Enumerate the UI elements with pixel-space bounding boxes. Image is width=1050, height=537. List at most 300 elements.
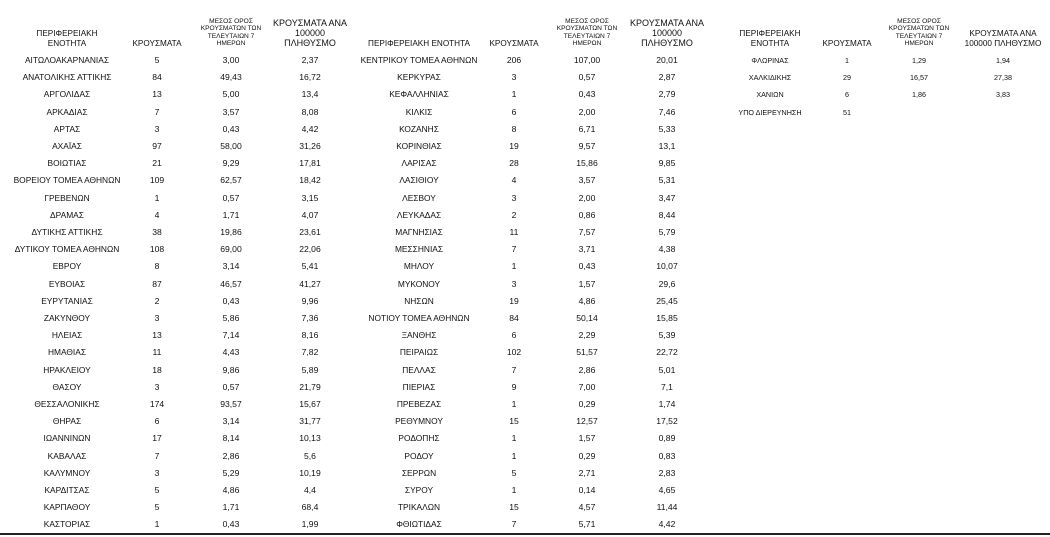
region-name: ΡΟΔΟΥ [404,450,434,461]
avg-value: 93,57 [220,399,242,409]
avg-value: 6,71 [578,123,596,134]
table2-header [352,0,722,52]
avg-value: 0,43 [222,519,240,530]
region-name: ΚΟΡΙΝΘΙΑΣ [396,141,442,151]
cases-value: 1 [511,450,517,461]
per100k-value: 3,83 [996,90,1010,100]
table-row [0,310,350,327]
avg-value: 2,00 [578,192,596,203]
avg-value: 5,86 [222,313,240,323]
cases-value: 108 [149,244,165,255]
cases-value: 97 [152,141,162,151]
avg-value: 19,86 [220,227,242,237]
per100k-value: 7,1 [661,381,673,392]
region-name: ΗΡΑΚΛΕΙΟΥ [43,364,91,375]
table-row [352,310,722,327]
table-row [352,241,722,258]
per100k-value: 10,13 [299,433,321,444]
per100k-value: 1,99 [301,519,319,530]
per100k-value: 9,96 [301,295,319,306]
cases-value: 1 [511,261,517,272]
cases-value: 3 [154,123,160,134]
cases-value: 17 [152,433,162,444]
per100k-value: 4,38 [658,244,676,255]
cases-value: 102 [506,347,522,358]
per100k-value: 5,01 [658,364,676,375]
avg-value: 0,57 [222,192,240,203]
table-row [352,224,722,241]
table-row [0,448,350,465]
table-row [352,499,722,516]
per100k-value: 7,46 [658,106,676,117]
per100k-value: 23,61 [299,227,321,237]
per100k-value: 31,26 [299,141,321,151]
region-name: ΜΕΣΣΗΝΙΑΣ [394,244,444,255]
avg-value: 7,57 [578,227,596,237]
region-name: ΛΕΣΒΟΥ [402,192,436,203]
region-name: ΛΕΥΚΑΔΑΣ [396,209,442,220]
cases-value: 18 [152,364,162,375]
cases-value: 13 [152,330,162,341]
header-region: ΠΕΡΙΦΕΡΕΙΑΚΗ ΕΝΟΤΗΤΑ [368,38,470,48]
per100k-value: 16,72 [299,72,321,83]
per100k-value: 3,47 [658,192,676,203]
region-name: ΚΕΦΑΛΛΗΝΙΑΣ [389,89,449,100]
per100k-value: 22,06 [299,244,321,255]
cases-value: 1 [511,433,517,444]
avg-value: 0,43 [222,123,240,134]
cases-value: 4 [154,209,160,220]
region-name: ΜΗΛΟΥ [403,261,435,272]
cases-value: 2 [511,209,517,220]
avg-value: 3,00 [222,55,240,65]
per100k-value [958,104,1048,121]
header-avg: ΜΕΣΟΣ ΟΡΟΣ ΚΡΟΥΣΜΑΤΩΝ ΤΩΝ ΤΕΛΕΥΤΑΙΩΝ 7 ΗΜΕΡΩΝ [888,17,950,48]
avg-value: 4,43 [222,347,240,358]
avg-value: 2,29 [578,330,596,341]
table-row [0,430,350,447]
cases-value: 11 [152,347,162,358]
region-name: ΚΑΒΑΛΑΣ [47,450,87,461]
cases-value: 5 [154,502,160,513]
cases-value: 109 [149,175,165,186]
per100k-value: 9,85 [658,158,676,169]
avg-value: 69,00 [220,244,242,255]
region-name: ΒΟΡΕΙΟΥ ΤΟΜΕΑ ΑΘΗΝΩΝ [13,175,121,186]
region-name: ΔΡΑΜΑΣ [50,209,84,220]
per100k-value: 15,85 [656,313,678,323]
per100k-value: 0,83 [658,450,676,461]
per100k-value: 17,52 [656,416,678,427]
region-name: ΘΑΣΟΥ [52,381,82,392]
cases-value: 9 [511,381,517,392]
table-row [0,172,350,189]
region-name: ΒΟΙΩΤΙΑΣ [47,158,87,169]
per100k-value: 1,94 [996,56,1010,65]
avg-value: 62,57 [220,175,242,186]
cases-value: 1 [511,399,517,409]
region-name: ΚΕΝΤΡΙΚΟΥ ΤΟΜΕΑ ΑΘΗΝΩΝ [360,55,478,65]
table-row [352,379,722,396]
region-name: ΚΕΡΚΥΡΑΣ [397,72,441,83]
avg-value: 2,86 [578,364,596,375]
cases-value: 2 [154,295,160,306]
cases-value: 1 [154,519,160,530]
table-row [0,396,350,413]
avg-value: 1,57 [578,433,596,444]
bottom-divider [0,533,1050,535]
table-row [352,190,722,207]
cases-value: 19 [509,141,519,151]
cases-value: 15 [509,502,519,513]
region-name: ΓΡΕΒΕΝΩΝ [44,192,90,203]
table-row [352,104,722,121]
table-row [0,482,350,499]
cases-value: 84 [509,313,519,323]
cases-value: 7 [511,364,517,375]
region-name: ΙΩΑΝΝΙΝΩΝ [43,433,91,444]
region-name: ΗΛΕΙΑΣ [51,330,83,341]
table-row [0,516,350,533]
cases-value: 5 [154,55,160,65]
cases-value: 13 [152,89,162,100]
per100k-value: 11,44 [656,502,678,513]
cases-value: 7 [154,106,160,117]
avg-value: 49,43 [220,72,242,83]
per100k-value: 10,19 [299,467,321,478]
region-name: ΑΙΤΩΛΟΑΚΑΡΝΑΝΙΑΣ [24,55,110,65]
per100k-value: 4,42 [658,519,676,530]
table-row [0,413,350,430]
avg-value: 1,71 [222,209,240,220]
cases-value: 4 [511,175,517,186]
per100k-value: 5,33 [658,123,676,134]
avg-value: 3,14 [222,261,240,272]
avg-value: 2,86 [222,450,240,461]
cases-value: 21 [152,158,162,169]
cases-value: 6 [511,106,517,117]
per100k-value: 4,07 [301,209,319,220]
per100k-value: 4,4 [304,485,316,495]
avg-value: 50,14 [576,313,598,323]
table-row [0,121,350,138]
region-name: ΑΡΤΑΣ [53,123,81,134]
per100k-value: 15,67 [299,399,321,409]
region-name: ΡΕΘΥΜΝΟΥ [395,416,443,427]
avg-value: 9,29 [222,158,240,169]
per100k-value: 18,42 [299,175,321,186]
cases-value: 8 [154,261,160,272]
region-name: ΑΝΑΤΟΛΙΚΗΣ ΑΤΤΙΚΗΣ [22,72,112,83]
avg-value: 0,29 [578,450,596,461]
per100k-value: 4,65 [658,485,676,495]
cases-value: 28 [509,158,519,169]
avg-value: 0,14 [578,485,596,495]
avg-value: 3,71 [578,244,596,255]
region-name: ΠΕΛΛΑΣ [402,364,436,375]
avg-value: 5,71 [578,519,596,530]
per100k-value: 5,6 [304,450,316,461]
per100k-value: 1,74 [658,399,676,409]
avg-value: 9,86 [222,364,240,375]
table-row [0,224,350,241]
cases-value: 6 [845,90,849,100]
table-row [352,86,722,103]
avg-value: 0,57 [222,381,240,392]
table-row [352,516,722,533]
region-name: ΔΥΤΙΚΟΥ ΤΟΜΕΑ ΑΘΗΝΩΝ [14,244,120,255]
region-name: ΚΑΡΔΙΤΣΑΣ [44,485,90,495]
avg-value: 8,14 [222,433,240,444]
avg-value: 3,14 [222,416,240,427]
table-row [0,104,350,121]
table-row [722,104,1050,121]
cases-value: 1 [511,89,517,100]
table-row [352,362,722,379]
avg-value: 2,71 [578,467,596,478]
table-row [352,482,722,499]
table-row [352,207,722,224]
region-name: ΑΧΑΪΑΣ [52,141,82,151]
per100k-value: 8,16 [301,330,319,341]
per100k-value: 10,07 [656,261,678,272]
table-row [352,396,722,413]
region-name: ΦΛΩΡΙΝΑΣ [751,56,789,65]
table-row [0,86,350,103]
avg-value: 12,57 [576,416,598,427]
per100k-value: 7,36 [301,313,319,323]
region-name: ΧΑΛΚΙΔΙΚΗΣ [748,73,792,83]
cases-value: 5 [511,467,517,478]
table-row [0,276,350,293]
per100k-value: 2,79 [658,89,676,100]
per100k-value: 8,08 [301,106,319,117]
per100k-value: 68,4 [301,502,319,513]
avg-value: 4,86 [578,295,596,306]
per100k-value: 29,6 [658,278,676,289]
cases-value: 15 [509,416,519,427]
region-name: ΧΑΝΙΩΝ [756,90,784,100]
avg-value: 0,43 [578,261,596,272]
table-row [0,207,350,224]
cases-value: 84 [152,72,162,83]
header-avg: ΜΕΣΟΣ ΟΡΟΣ ΚΡΟΥΣΜΑΤΩΝ ΤΩΝ ΤΕΛΕΥΤΑΙΩΝ 7 ΗΜΕΡΩΝ [556,17,618,48]
table1-header [0,0,350,52]
header-cases: ΚΡΟΥΣΜΑΤΑ [132,38,182,48]
table-row [722,86,1050,103]
cases-value: 7 [154,450,160,461]
region-name: ΝΗΣΩΝ [404,295,434,306]
region-name: ΚΑΛΥΜΝΟΥ [43,467,91,478]
cases-value: 1 [845,56,849,65]
avg-value: 0,43 [222,295,240,306]
avg-value: 58,00 [220,141,242,151]
per100k-value: 5,31 [658,175,676,186]
avg-value: 3,57 [578,175,596,186]
region-name: ΡΟΔΟΠΗΣ [398,433,440,444]
per100k-value: 17,81 [299,158,321,169]
per100k-value: 13,1 [658,141,676,151]
avg-value: 5,00 [222,89,240,100]
avg-value: 16,57 [910,73,928,83]
avg-value: 7,14 [222,330,240,341]
per100k-value: 5,79 [658,227,676,237]
table-row [352,448,722,465]
per100k-value: 5,39 [658,330,676,341]
avg-value: 1,57 [578,278,596,289]
per100k-value: 25,45 [656,295,678,306]
table-row [0,344,350,361]
region-name: ΜΥΚΟΝΟΥ [397,278,441,289]
table-row [352,465,722,482]
avg-value: 1,29 [912,56,926,65]
table-row [0,465,350,482]
region-name: ΑΡΚΑΔΙΑΣ [46,106,88,117]
avg-value: 107,00 [573,55,601,65]
table-row [722,52,1050,69]
per100k-value: 2,87 [658,72,676,83]
cases-value: 3 [511,72,517,83]
avg-value: 9,57 [578,141,596,151]
table-row [352,413,722,430]
avg-value: 4,86 [222,485,240,495]
cases-value: 29 [843,73,851,83]
table-row [352,344,722,361]
table-row [0,69,350,86]
region-name: ΑΡΓΟΛΙΔΑΣ [43,89,91,100]
table-row [0,190,350,207]
table-row [722,69,1050,86]
header-cases: ΚΡΟΥΣΜΑΤΑ [822,38,872,48]
table-row [352,172,722,189]
region-name: ΕΒΡΟΥ [52,261,82,272]
avg-value: 0,29 [578,399,596,409]
per100k-value: 8,44 [658,209,676,220]
table-row [0,362,350,379]
cases-value: 1 [154,192,160,203]
region-name: ΣΥΡΟΥ [404,485,434,495]
table-row [0,499,350,516]
cases-value: 5 [154,485,160,495]
cases-value: 51 [843,107,851,117]
avg-value: 3,57 [222,106,240,117]
per100k-value: 0,89 [658,433,676,444]
region-name: ΠΙΕΡΙΑΣ [402,381,436,392]
region-name: ΦΘΙΩΤΙΔΑΣ [396,519,442,530]
avg-value: 15,86 [576,158,598,169]
avg-value: 1,71 [222,502,240,513]
table-row [0,258,350,275]
table-row [0,241,350,258]
region-name: ΥΠΟ ΔΙΕΡΕΥΝΗΣΗ [738,107,802,117]
region-name: ΞΑΝΘΗΣ [401,330,437,341]
region-name: ΚΟΖΑΝΗΣ [399,123,439,134]
cases-value: 11 [509,227,519,237]
per100k-value: 22,72 [656,347,678,358]
cases-value: 8 [511,123,517,134]
avg-value [880,104,958,121]
region-name: ΣΕΡΡΩΝ [401,467,437,478]
per100k-value: 2,83 [658,467,676,478]
avg-value: 46,57 [220,278,242,289]
cases-value: 3 [511,278,517,289]
region-name: ΘΗΡΑΣ [52,416,82,427]
per100k-value: 41,27 [299,278,321,289]
per100k-value: 5,41 [301,261,319,272]
avg-value: 2,00 [578,106,596,117]
per100k-value: 27,38 [994,73,1012,83]
cases-value: 3 [511,192,517,203]
header-avg: ΜΕΣΟΣ ΟΡΟΣ ΚΡΟΥΣΜΑΤΩΝ ΤΩΝ ΤΕΛΕΥΤΑΙΩΝ 7 ΗΜΕΡΩΝ [200,17,262,48]
region-name: ΝΟΤΙΟΥ ΤΟΜΕΑ ΑΘΗΝΩΝ [368,313,470,323]
region-name: ΤΡΙΚΑΛΩΝ [397,502,441,513]
table-row [352,293,722,310]
header-region: ΠΕΡΙΦΕΡΕΙΑΚΗ ΕΝΟΤΗΤΑ [739,29,801,48]
header-cases: ΚΡΟΥΣΜΑΤΑ [489,38,539,48]
cases-value: 174 [149,399,165,409]
table-row [0,52,350,69]
region-name: ΘΕΣΣΑΛΟΝΙΚΗΣ [34,399,100,409]
table-row [0,293,350,310]
avg-value: 7,00 [578,381,596,392]
per100k-value: 13,4 [301,89,319,100]
avg-value: 5,29 [222,467,240,478]
cases-value: 6 [154,416,160,427]
region-name: ΚΑΡΠΑΘΟΥ [43,502,91,513]
cases-value: 7 [511,244,517,255]
cases-value: 3 [154,381,160,392]
table-row [352,52,722,69]
avg-value: 0,86 [578,209,596,220]
header-region: ΠΕΡΙΦΕΡΕΙΑΚΗ ΕΝΟΤΗΤΑ [36,29,98,48]
region-name: ΗΜΑΘΙΑΣ [47,347,87,358]
region-name: ΠΕΙΡΑΙΩΣ [399,347,439,358]
per100k-value: 20,01 [656,55,678,65]
region-name: ΖΑΚΥΝΘΟΥ [43,313,91,323]
table-row [352,121,722,138]
table-row [352,155,722,172]
region-name: ΠΡΕΒΕΖΑΣ [396,399,442,409]
cases-value: 38 [152,227,162,237]
per100k-value: 7,82 [301,347,319,358]
table-row [352,430,722,447]
table-row [0,138,350,155]
table-row [352,69,722,86]
header-per100k: ΚΡΟΥΣΜΑΤΑ ΑΝΑ 100000 ΠΛΗΘΥΣΜΟ [273,18,347,48]
region-name: ΔΥΤΙΚΗΣ ΑΤΤΙΚΗΣ [31,227,103,237]
cases-value: 6 [511,330,517,341]
table-row [352,276,722,293]
region-name: ΕΥΡΥΤΑΝΙΑΣ [41,295,93,306]
table-row [0,155,350,172]
region-name: ΕΥΒΟΙΑΣ [48,278,86,289]
table-row [0,327,350,344]
cases-value: 1 [511,485,517,495]
per100k-value: 21,79 [299,381,321,392]
table-row [0,379,350,396]
per100k-value: 4,42 [301,123,319,134]
avg-value: 4,57 [578,502,596,513]
cases-value: 19 [509,295,519,306]
per100k-value: 3,15 [301,192,319,203]
cases-value: 7 [511,519,517,530]
per100k-value: 5,89 [301,364,319,375]
avg-value: 1,86 [912,90,926,100]
region-name: ΚΑΣΤΟΡΙΑΣ [43,519,91,530]
header-per100k: ΚΡΟΥΣΜΑΤΑ ΑΝΑ 100000 ΠΛΗΘΥΣΜΟ [964,29,1042,48]
region-name: ΜΑΓΝΗΣΙΑΣ [395,227,443,237]
cases-value: 206 [506,55,522,65]
